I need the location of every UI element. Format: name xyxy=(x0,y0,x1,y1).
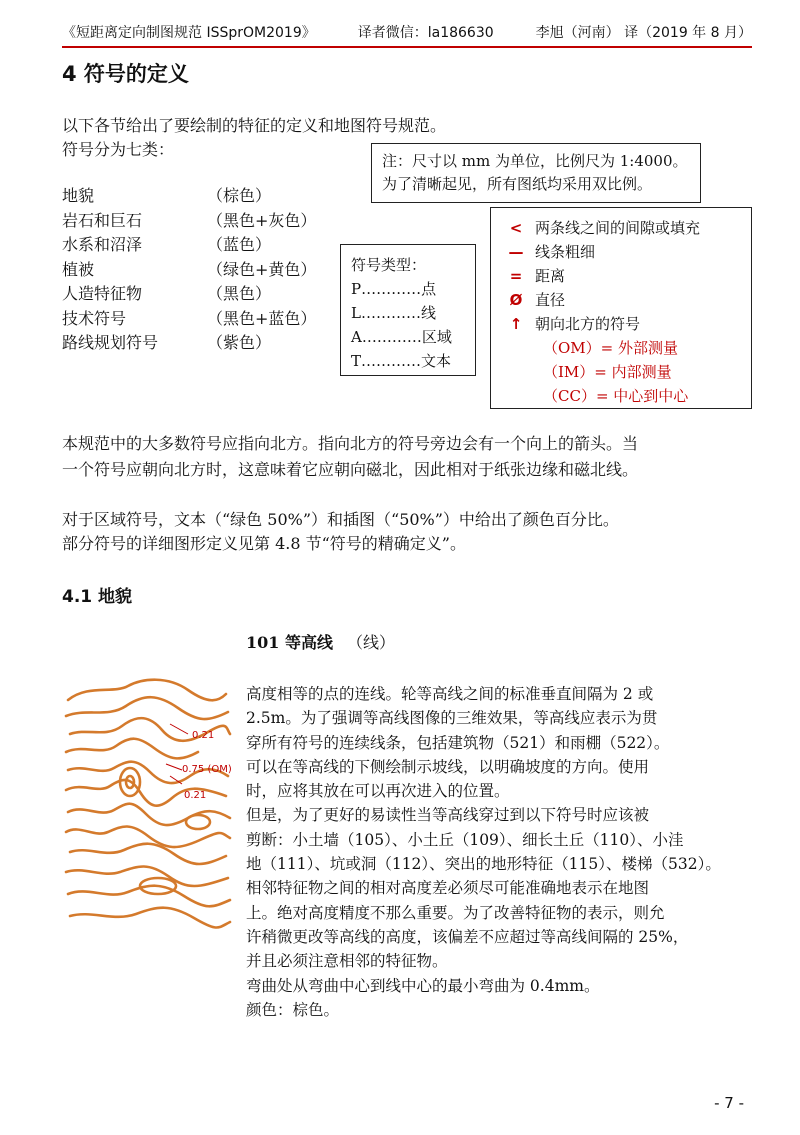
legend-label: 线条粗细 xyxy=(535,243,596,261)
symbol-types-title: 符号类型： xyxy=(351,256,427,274)
page-header xyxy=(62,20,752,48)
category-name: 路线规划符号 xyxy=(62,333,159,352)
legend-label: 距离 xyxy=(535,267,566,285)
north-arrow-icon: ↑ xyxy=(509,315,523,333)
symbol-title xyxy=(246,630,395,653)
leader-line xyxy=(170,724,188,734)
percent-paragraph-line-1: 对于区域符号，文本（“绿色 50%”）和插图（“50%”）中给出了颜色百分比。 xyxy=(62,510,619,529)
description-line: 弯曲处从弯曲中心到线中心的最小弯曲为 0.4mm。 xyxy=(246,976,600,995)
dimension-leaders xyxy=(166,724,188,784)
description-line: 时，应将其放在可以再次进入的位置。 xyxy=(246,782,510,801)
legend-label: 两条线之间的间隙或填充 xyxy=(535,219,701,237)
description-line: 颜色：棕色。 xyxy=(246,1000,340,1019)
measurement-im: （IM）= 内部测量 xyxy=(543,363,672,381)
category-color: （黑色） xyxy=(207,284,272,303)
legend-label: 朝向北方的符号 xyxy=(535,315,641,333)
symbol-description xyxy=(246,682,752,1022)
description-line: 穿所有符号的连续线条，包括建筑物（521）和雨棚（522）。 xyxy=(246,733,670,752)
contour-line xyxy=(70,844,226,864)
line-width-icon: — xyxy=(508,243,524,261)
symbol-type-item: A…………区域 xyxy=(351,328,452,346)
description-line: 高度相等的点的连线。轮等高线之间的标准垂直间隔为 2 或 xyxy=(246,685,654,703)
category-color: （紫色） xyxy=(207,333,272,352)
description-line: 可以在等高线的下侧绘制示坡线，以明确坡度的方向。使用 xyxy=(246,757,650,776)
intro-line-2: 符号分为七类： xyxy=(62,140,175,159)
note-line: 为了清晰起见，所有图纸均采用双比例。 xyxy=(382,175,653,193)
measurement-om: （OM）= 外部测量 xyxy=(543,339,678,357)
dimension-label-3: 0.21 xyxy=(184,790,207,801)
symbol-type-item: P…………点 xyxy=(351,280,437,298)
leader-line xyxy=(166,764,182,770)
category-name: 岩石和巨石 xyxy=(62,210,143,230)
legend-row xyxy=(503,288,739,312)
contour-line xyxy=(68,804,230,825)
category-color: （黑色+蓝色） xyxy=(207,308,317,328)
distance-icon: = xyxy=(509,267,523,285)
description-line: 但是，为了更好的易读性当等高线穿过到以下符号时应该被 xyxy=(246,806,650,825)
symbol-kind: （线） xyxy=(346,633,395,652)
north-paragraph-line-1: 本规范中的大多数符号应指向北方。指向北方的符号旁边会有一个向上的箭头。当 xyxy=(62,434,639,453)
legend-row xyxy=(503,240,739,264)
contour-line xyxy=(70,908,230,928)
legend-label: 直径 xyxy=(535,291,566,309)
contour-illustration xyxy=(58,672,240,938)
contour-line xyxy=(68,886,230,907)
gap-icon: < xyxy=(509,219,523,237)
symbol-number: 101 等高线 xyxy=(246,633,333,652)
contour-line xyxy=(66,697,228,719)
translator-wechat: 译者微信：la186630 xyxy=(357,25,494,41)
category-name: 人造特征物 xyxy=(62,284,143,303)
description-line: 上。绝对高度精度不那么重要。为了改善特征物的表示，则允 xyxy=(246,903,665,922)
category-color: （蓝色） xyxy=(207,235,272,254)
section-heading: 4 符号的定义 xyxy=(62,62,189,86)
legend-row xyxy=(503,216,739,240)
scale-note-box xyxy=(371,143,701,203)
page-number: - 7 - xyxy=(714,1094,744,1112)
legend-row xyxy=(503,264,739,288)
dimension-label-1: 0.21 xyxy=(192,730,215,741)
contour-line xyxy=(66,739,198,759)
contour-knoll xyxy=(186,815,210,829)
symbol-type-item: T…………文本 xyxy=(351,352,452,370)
category-name: 技术符号 xyxy=(62,308,127,328)
north-paragraph-line-2: 一个符号应朝向北方时，这意味着它应朝向磁北，因此相对于纸张边缘和磁北线。 xyxy=(62,460,639,479)
dimension-legend-box xyxy=(490,207,752,409)
percent-paragraph-line-2: 部分符号的详细图形定义见第 4.8 节“符号的精确定义”。 xyxy=(62,534,466,553)
description-line: 地（111）、坑或洞（112）、突出的地形特征（115）、楼梯（532）。 xyxy=(246,855,721,874)
category-list xyxy=(62,184,342,364)
translator-credit: 李旭（河南） 译（2019 年 8 月） xyxy=(535,25,752,41)
category-name: 水系和沼泽 xyxy=(62,235,143,254)
doc-title: 《短距离定向制图规范 ISSprOM2019》 xyxy=(62,25,316,41)
note-line: 注：尺寸以 mm 为单位，比例尺为 1:4000。 xyxy=(382,152,688,170)
symbol-type-item: L…………线 xyxy=(351,304,436,322)
contour-lines xyxy=(66,680,230,928)
category-color: （黑色+灰色） xyxy=(207,210,317,230)
description-line: 剪断：小土墙（105）、小土丘（109）、细长土丘（110）、小洼 xyxy=(246,830,684,849)
description-line: 相邻特征物之间的相对高度差必须尽可能准确地表示在地图 xyxy=(246,879,650,898)
category-color: （绿色+黄色） xyxy=(207,259,317,279)
category-color: （棕色） xyxy=(207,186,272,205)
legend-row xyxy=(503,312,739,336)
dimension-label-2: 0.75 (OM) xyxy=(182,764,232,775)
subsection-heading: 4.1 地貌 xyxy=(62,587,133,607)
contour-line xyxy=(66,867,228,887)
diameter-icon: Ø xyxy=(509,291,523,309)
measurement-cc: （CC）= 中心到中心 xyxy=(543,387,689,405)
description-line: 并且必须注意相邻的特征物。 xyxy=(246,952,448,971)
symbol-types-box xyxy=(340,244,476,376)
description-line: 2.5m。为了强调等高线图像的三维效果，等高线应表示为贯 xyxy=(246,709,658,728)
intro-line-1: 以下各节给出了要绘制的特征的定义和地图符号规范。 xyxy=(62,116,447,135)
category-name: 植被 xyxy=(62,259,95,279)
description-line: 许稍微更改等高线的高度，该偏差不应超过等高线间隔的 25%， xyxy=(246,927,689,946)
category-name: 地貌 xyxy=(62,186,95,205)
